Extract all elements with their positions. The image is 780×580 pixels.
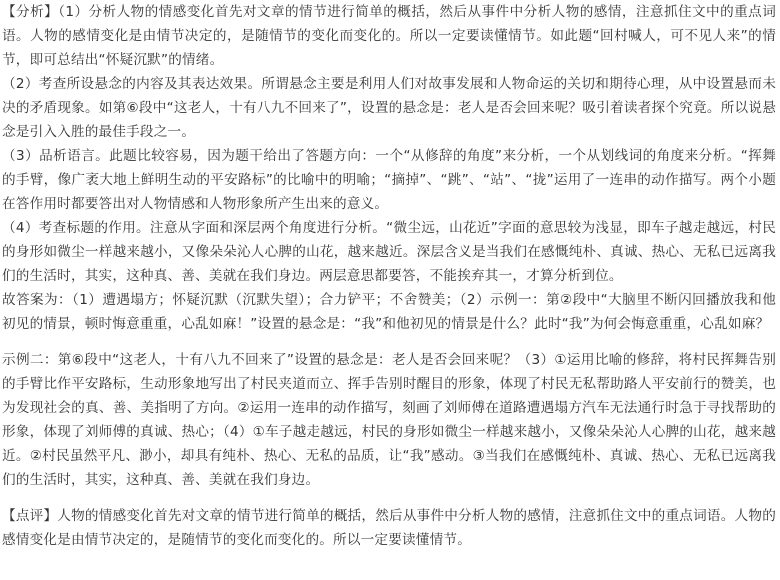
paragraph-spacer <box>2 492 776 504</box>
answer-paragraph-1: 故答案为：（1）遭遇塌方；怀疑沉默（沉默失望）；合力铲平；不舍赞美；（2）示例一：第②段中“大脑里不断闪回播放我和他初见的情景，顿时悔意重重，心乱如麻！”设置的悬念是：“我”和他初见的情景是什么？此时“我”为何会悔意重重，心乱如麻？ <box>2 292 776 332</box>
analysis-paragraph-2: （2）考查所设悬念的内容及其表达效果。所谓悬念主要是利用人们对故事发展和人物命运的关切和期待心理，从中设置悬而未决的矛盾现象。如第⑥段中“这老人，十有八九不回来了”，设置的悬念是：老人是否会回来呢？吸引着读者探个究竟。所以说悬念是引入入胜的最佳手段之一。 <box>2 76 776 140</box>
solution-document <box>2 0 776 552</box>
paragraph-spacer <box>2 336 776 348</box>
answer-paragraph-2: 示例二：第⑥段中“这老人，十有八九不回来了”设置的悬念是：老人是否会回来呢？（3）①运用比喻的修辞，将村民挥舞告别的手臂比作平安路标，生动形象地写出了村民夹道而立、挥手告别时醒目的形象，体现了村民无私帮助路人平安前行的赞美，也为发现社会的真、善、美指明了方向。②运用一连串的动作描写，刻画了刘师傅在道路遭遇塌方汽车无法通行时急于寻找帮助的形象，体现了刘师傅的真诚、热心；（4）①车子越走越远，村民的身形如微尘一样越来越小，又像朵朵沁人心脾的山花，越来越近。②村民虽然平凡、渺小，却具有纯朴、热心、无私的品质，让“我”感动。③当我们在感慨纯朴、真诚、热心、无私已远离我们的生活时，其实，这种真、善、美就在我们身边。 <box>2 352 776 488</box>
analysis-paragraph-1: 【分析】（1）分析人物的情感变化首先对文章的情节进行简单的概括，然后从事件中分析人物的感情，注意抓住文中的重点词语。人物的感情变化是由情节决定的，是随情节的变化而变化的。所以一定要读懂情节。如此题“回村喊人，可不见人来”的情节，即可总结出“怀疑沉默”的情绪。 <box>2 4 776 68</box>
analysis-paragraph-3: （3）品析语言。此题比较容易，因为题干给出了答题方向：一个“从修辞的角度”来分析，一个从划线词的角度来分析。“挥舞的手臂，像广袤大地上鲜明生动的平安路标”的比喻中的明喻；“摘掉”、“跳”、“站”、“拢”运用了一连串的动作描写。两个小题在答作用时都要答出对人物情感和人物形象所产生出来的意义。 <box>2 148 776 212</box>
comment-paragraph: 【点评】人物的情感变化首先对文章的情节进行简单的概括，然后从事件中分析人物的感情，注意抓住文中的重点词语。人物的感情变化是由情节决定的，是随情节的变化而变化的。所以一定要读懂情节。 <box>2 508 776 548</box>
analysis-paragraph-4: （4）考查标题的作用。注意从字面和深层两个角度进行分析。“微尘远，山花近”字面的意思较为浅显，即车子越走越远，村民的身形如微尘一样越来越小，又像朵朵沁人心脾的山花，越来越近。深层含义是当我们在感慨纯朴、真诚、热心、无私已远离我们的生活时，其实，这种真、善、美就在我们身边。两层意思都要答，不能挨弃其一，才算分析到位。 <box>2 220 776 284</box>
